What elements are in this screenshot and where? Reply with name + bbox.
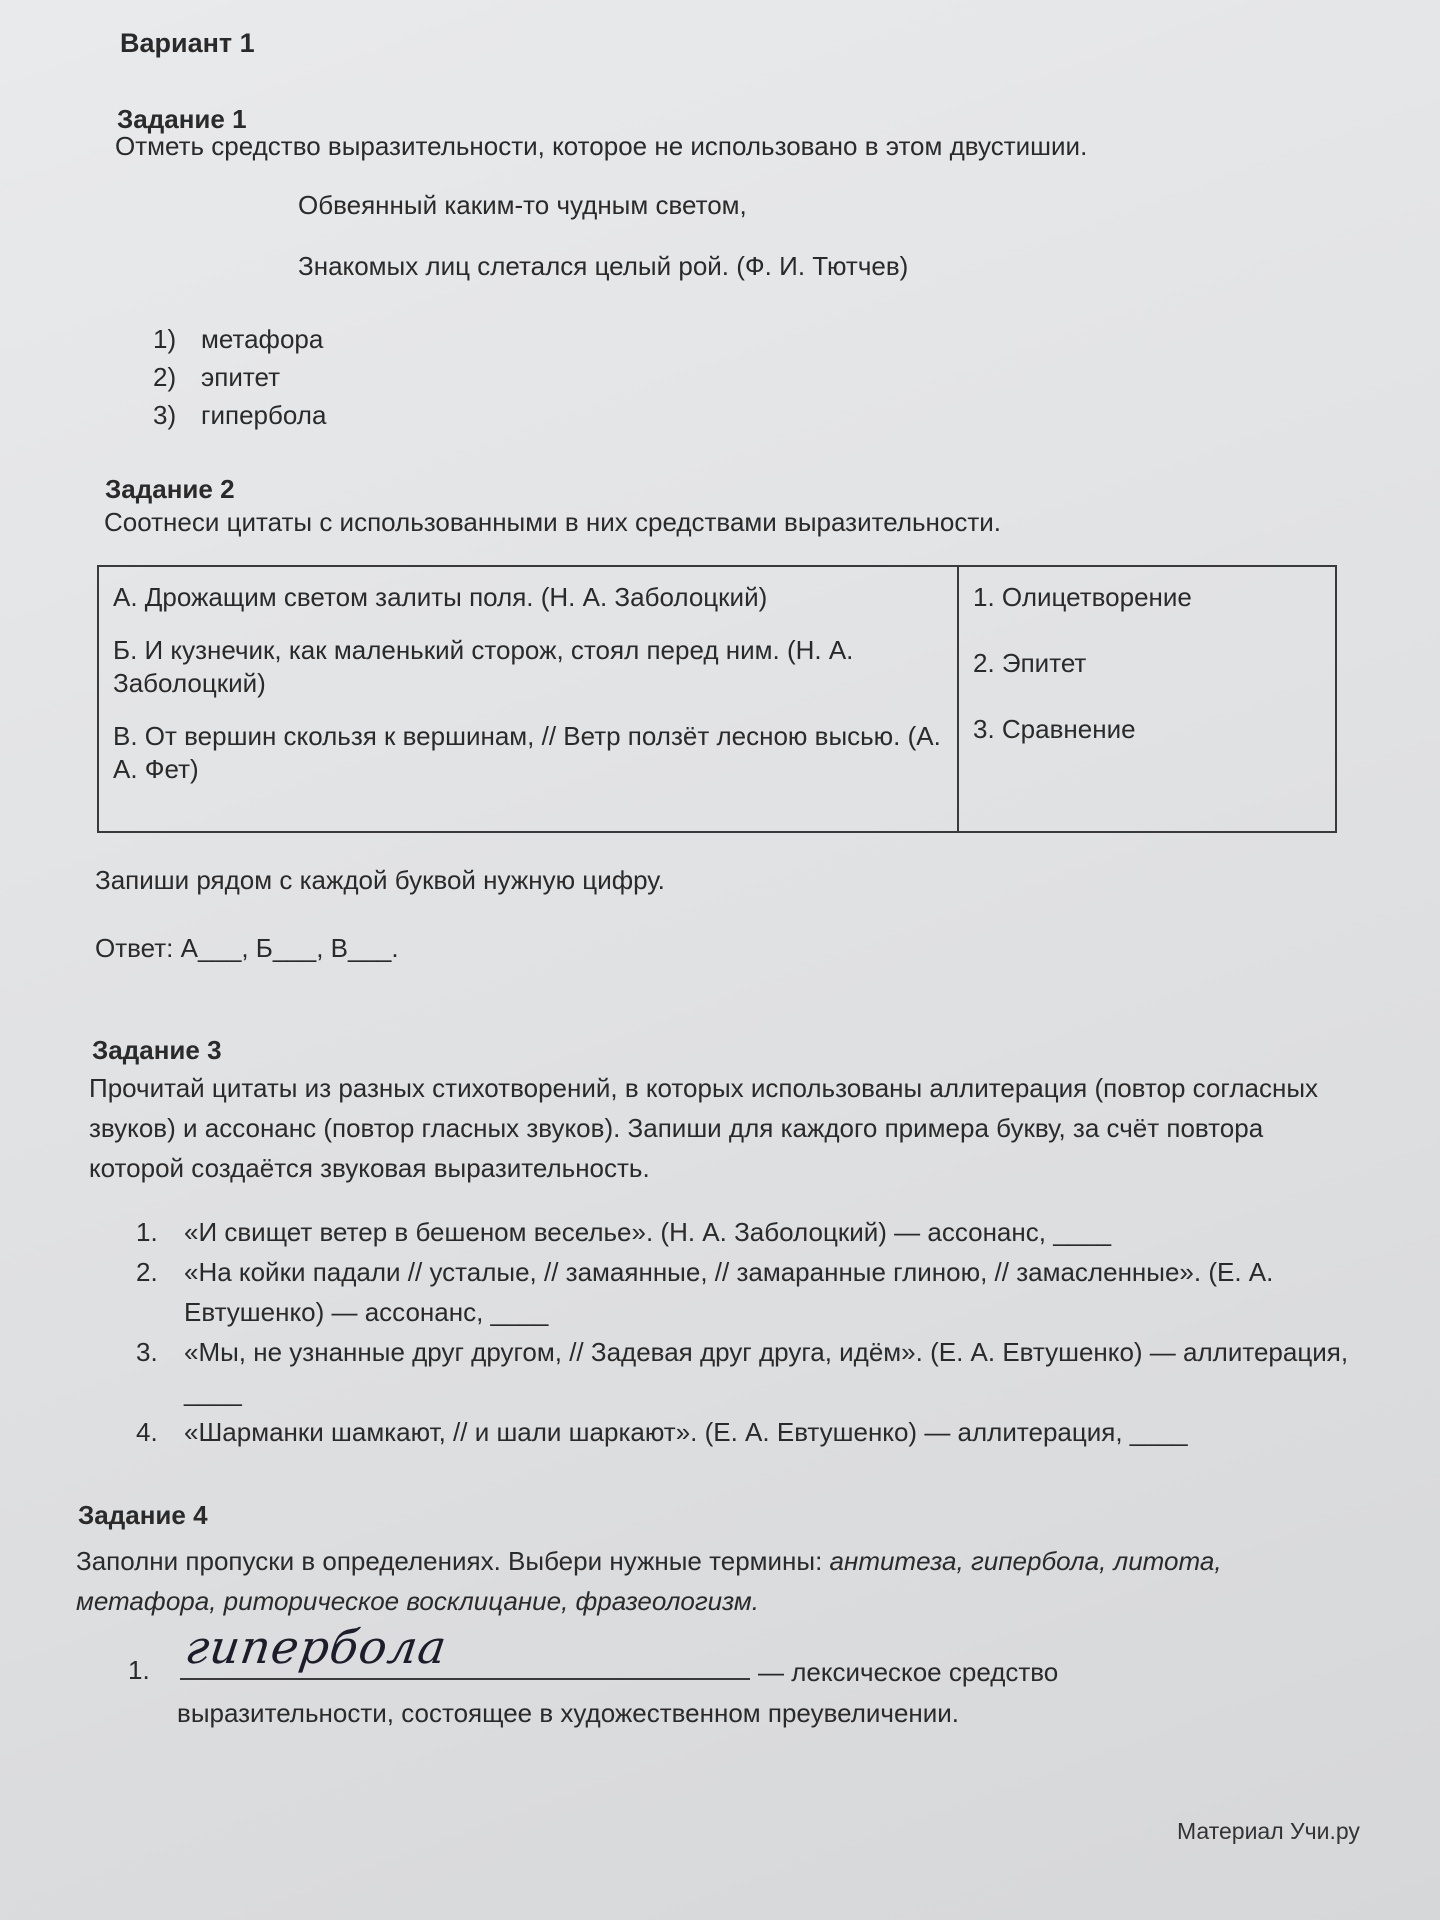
task1-prompt: Отметь средство выразительности, которое не использовано в этом двустишии. (115, 131, 1088, 161)
task1-option: 2) эпитет (153, 362, 280, 392)
task1-option: 3) гипербола (153, 400, 327, 430)
task1-poem-line1: Обвеянный каким-то чудным светом, (298, 190, 747, 220)
task1-option: 1) метафора (153, 324, 324, 354)
task4-definition-line2: выразительности, состоящее в художественном преувеличении. (177, 1698, 960, 1728)
quote-b: Б. И кузнечик, как маленький сторож, стоял перед ним. (Н. А. Заболоцкий) (113, 635, 854, 698)
device-1: 1. Олицетворение (973, 582, 1192, 612)
source-credit: Материал Учи.ру (1177, 1818, 1360, 1844)
task4-prompt: Заполни пропуски в определениях. Выбери нужные термины: антитеза, гипербола, литота, метафора, риторическое восклицание, фразеологизм. (76, 1546, 1222, 1616)
variant-title: Вариант 1 (120, 28, 255, 58)
task2-prompt: Соотнеси цитаты с использованными в них средствами выразительности. (104, 507, 1002, 537)
handwritten-answer: гипербола (182, 1620, 451, 1674)
task2-answer: Ответ: А___, Б___, В___. (95, 933, 399, 963)
device-2: 2. Эпитет (973, 648, 1087, 678)
task3-title: Задание 3 (92, 1035, 222, 1065)
task3-prompt: Прочитай цитаты из разных стихотворений, в которых использованы аллитерация (повтор согласных звуков) и ассонанс (повтор гласных звуков). Запиши для каждого примера букву, за счёт повтора которой создаётся звуковая выразительность. (89, 1073, 1319, 1183)
task4-definition-line1: — лексическое средство (758, 1657, 1059, 1687)
task3-item: 2. «На койки падали // усталые, // замаянные, // замаранные глиною, // замасленные». (Е. А. Евтушенко) — ассонанс, ____ (136, 1257, 1274, 1327)
answer-blank-line (180, 1678, 750, 1680)
task3-item: 3. «Мы, не узнанные друг другом, // Задевая друг друга, идём». (Е. А. Евтушенко) — аллитерация, ____ (136, 1337, 1349, 1407)
task2-instruction: Запиши рядом с каждой буквой нужную цифру. (95, 865, 665, 895)
task3-item: 1. «И свищет ветер в бешеном веселье». (Н. А. Заболоцкий) — ассонанс, ____ (136, 1217, 1112, 1247)
quotes-column (98, 566, 958, 832)
task1-poem-line2: Знакомых лиц слетался целый рой. (Ф. И. Тютчев) (298, 251, 909, 281)
task1-options (153, 320, 326, 434)
quote-c: В. От вершин скользя к вершинам, // Ветр ползёт лесною высью. (А. А. Фет) (113, 721, 941, 784)
task4-terms: антитеза, гипербола, литота, метафора, риторическое восклицание, фразеологизм. (76, 1546, 1222, 1616)
devices-column (958, 566, 1336, 832)
task4-title: Задание 4 (78, 1500, 208, 1530)
task2-title: Задание 2 (105, 474, 235, 504)
device-3: 3. Сравнение (973, 714, 1136, 744)
matching-table (97, 565, 1337, 833)
task3-item: 4. «Шарманки шамкают, // и шали шаркают». (Е. А. Евтушенко) — аллитерация, ____ (136, 1417, 1188, 1447)
task3-list (136, 1212, 1356, 1452)
task4-item-number: 1. (128, 1655, 150, 1685)
task1-title: Задание 1 (117, 104, 247, 134)
quote-a: А. Дрожащим светом залиты поля. (Н. А. Заболоцкий) (113, 582, 768, 612)
